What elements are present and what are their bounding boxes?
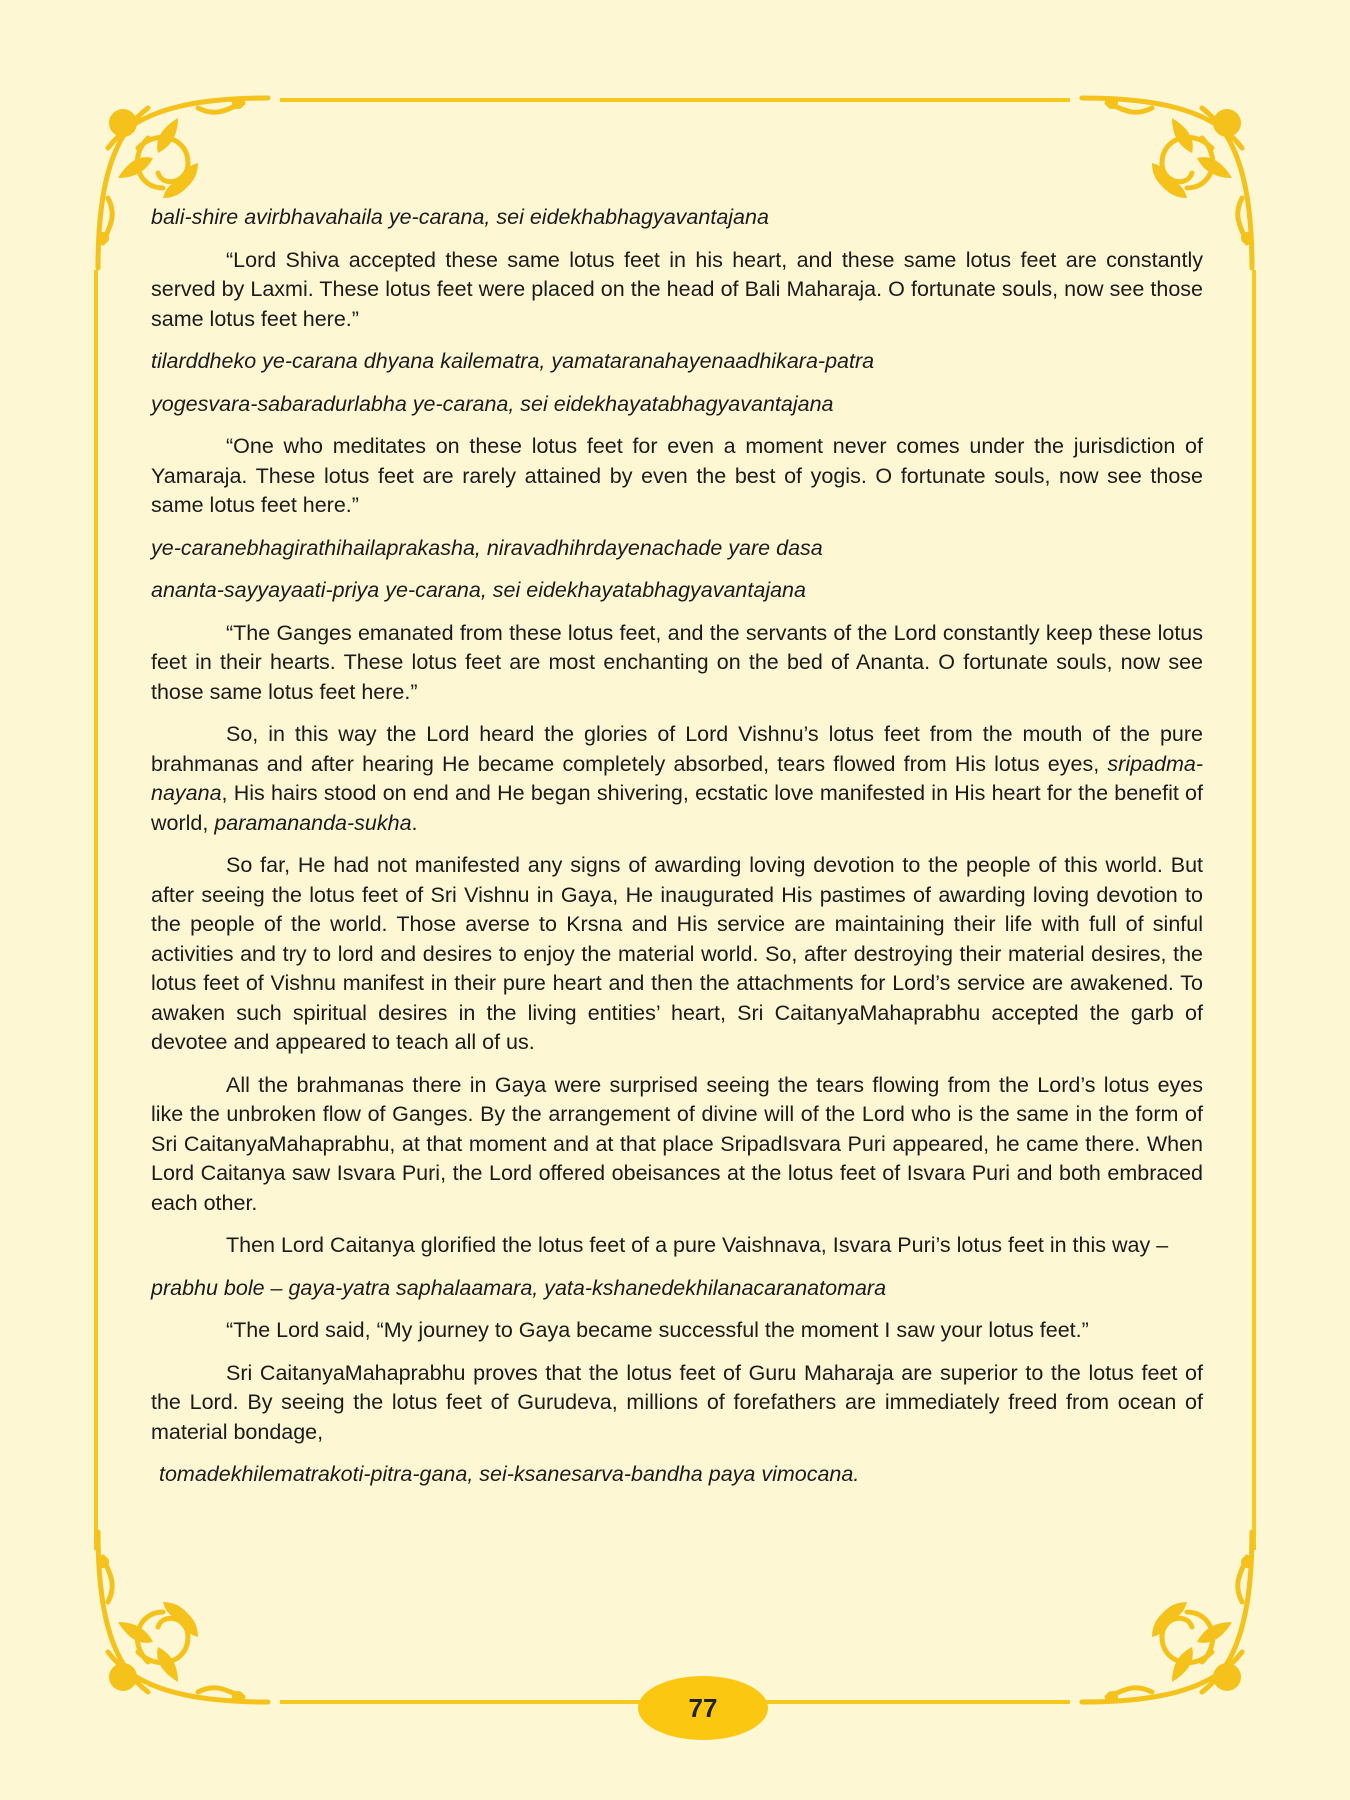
frame-top-border — [280, 98, 1070, 102]
page-number-badge — [638, 1676, 768, 1740]
verse-line: ananta-sayyayaati-priya ye-carana, sei eidekhayatabhagyavantajana — [151, 578, 806, 602]
paragraph: So far, He had not manifested any signs of awarding loving devotion to the people of this world. But after seeing the lotus feet of Sri Vishnu in Gaya, He inaugurated His pastimes of awarding loving devotion to the people of the world. Those averse to Krsna and His service are maintaining their life with full of sinful activities and try to lord and desires to enjoy the material world. So, after destroying their material desires, the lotus feet of Vishnu manifest in their pure heart and then the attachments for Lord’s service are awakened. To awaken such spiritual desires in the living entities’ heart, Sri CaitanyaMahaprabhu accepted the garb of devotee and appeared to teach all of us. — [151, 853, 1203, 1054]
frame-right-border — [1252, 270, 1256, 1550]
paragraph-text: So, in this way the Lord heard the glories of Lord Vishnu’s lotus feet from the mouth of the pure brahmanas and after hearing He became completely absorbed, tears flowed from His lotus eyes, — [151, 722, 1203, 776]
verse-line: tomadekhilematrakoti-pitra-gana, sei-ksanesarva-bandha paya vimocana. — [159, 1462, 860, 1486]
paragraph-text: . — [411, 810, 418, 835]
paragraph: “The Ganges emanated from these lotus feet, and the servants of the Lord constantly keep these lotus feet in their hearts. These lotus feet are most enchanting on the bed of Ananta. O fortunate souls, now see those same lotus feet here.” — [151, 620, 1203, 704]
paragraph — [151, 720, 1203, 838]
paragraph-text: , His hairs stood on end and He began shivering, ecstatic love manifested in His heart for the benefit of world, — [151, 781, 1203, 835]
italic-term: sripadma-nayana — [151, 751, 1203, 805]
verse-line: bali-shire avirbhavahaila ye-carana, sei eidekhabhagyavantajana — [151, 205, 769, 229]
page-body — [151, 203, 1203, 1503]
corner-ornament-icon — [78, 1522, 278, 1722]
paragraph: All the brahmanas there in Gaya were surprised seeing the tears flowing from the Lord’s lotus eyes like the unbroken flow of Ganges. By the arrangement of divine will of the Lord who is the same in the form of Sri CaitanyaMahaprabhu, at that moment and at that place SripadIsvara Puri appeared, he came there. When Lord Caitanya saw Isvara Puri, the Lord offered obeisances at the lotus feet of Isvara Puri and both embraced each other. — [151, 1072, 1203, 1215]
paragraph: Then Lord Caitanya glorified the lotus feet of a pure Vaishnava, Isvara Puri’s lotus feet in this way – — [226, 1233, 1169, 1257]
paragraph: Sri CaitanyaMahaprabhu proves that the lotus feet of Guru Maharaja are superior to the lotus feet of the Lord. By seeing the lotus feet of Gurudeva, millions of forefathers are immediately freed from ocean of material bondage, — [151, 1360, 1203, 1444]
paragraph: “The Lord said, “My journey to Gaya became successful the moment I saw your lotus feet.” — [226, 1318, 1089, 1342]
verse-line: ye-caranebhagirathihailaprakasha, niravadhihrdayenachade yare dasa — [151, 535, 823, 560]
verse-line: prabhu bole – gaya-yatra saphalaamara, yata-kshanedekhilanacaranatomara — [151, 1275, 887, 1300]
paragraph: “One who meditates on these lotus feet for even a moment never comes under the jurisdiction of Yamaraja. These lotus feet are rarely attained by even the best of yogis. O fortunate souls, now see those same lotus feet here.” — [151, 434, 1203, 517]
corner-ornament-icon — [1072, 1522, 1272, 1722]
paragraph: “Lord Shiva accepted these same lotus feet in his heart, and these same lotus feet are constantly served by Laxmi. These lotus feet were placed on the head of Bali Maharaja. O fortunate souls, now see those same lotus feet here.” — [151, 247, 1203, 331]
frame-left-border — [94, 270, 98, 1550]
verse-line: yogesvara-sabaradurlabha ye-carana, sei eidekhayatabhagyavantajana — [151, 391, 834, 416]
verse-line: tilarddheko ye-carana dhyana kailematra, yamataranahayenaadhikara-patra — [151, 349, 875, 373]
page-number: 77 — [688, 1692, 718, 1723]
italic-term: paramananda-sukha — [214, 810, 412, 835]
